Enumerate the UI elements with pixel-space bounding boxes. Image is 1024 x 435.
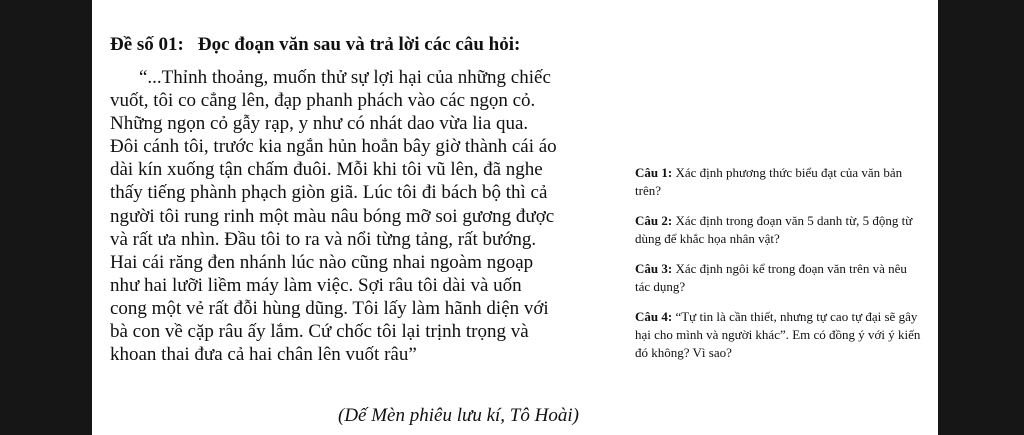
question-text: Xác định phương thức biểu đạt của văn bản trên?: [635, 165, 903, 198]
passage-line: Hai cái răng đen nhánh lúc nào cũng nhai ngoàm ngoạp: [110, 251, 534, 273]
exam-heading: [110, 34, 520, 56]
question-number: Câu 1:: [635, 165, 673, 180]
exam-instruction: Đọc đoạn văn sau và trả lời các câu hỏi:: [197, 34, 521, 55]
question-list: [635, 164, 925, 374]
passage-line: vuốt, tôi co cẳng lên, đạp phanh phách vào các ngọn cỏ.: [110, 90, 536, 112]
passage-line: bà con về cặp râu ấy lắm. Cứ chốc tôi lại trịnh trọng và: [110, 321, 529, 343]
passage-line: cong một vẻ rất đỗi hùng dũng. Tôi lấy làm hãnh diện với: [110, 297, 549, 319]
exam-title: Đề số 01:: [110, 34, 184, 55]
document-page: [92, 0, 938, 435]
question-item: [635, 260, 925, 296]
question-number: Câu 2:: [635, 213, 673, 228]
passage-line: thấy tiếng phành phạch giòn giã. Lúc tôi đi bách bộ thì cả: [110, 182, 548, 204]
question-text: Xác định ngôi kể trong đoạn văn trên và nêu tác dụng?: [635, 261, 907, 294]
passage-line: như hai lưỡi liềm máy làm việc. Sợi râu tôi dài và uốn: [110, 274, 522, 296]
passage-source: (Dế Mèn phiêu lưu kí, Tô Hoài): [338, 405, 579, 426]
passage-line: và rất ưa nhìn. Đầu tôi to ra và nổi từng tảng, rất bướng.: [110, 228, 537, 250]
left-dark-border: [0, 0, 92, 435]
question-number: Câu 3:: [635, 261, 673, 276]
question-text: “Tự tin là cần thiết, nhưng tự cao tự đại sẽ gây hại cho mình và người khác”. Em có đồng ý với ý kiến đó không? Vì sao?: [635, 309, 921, 360]
question-item: [635, 212, 925, 248]
passage-line: Những ngọn cỏ gẫy rạp, y như có nhát dao vừa lia qua.: [110, 113, 529, 135]
passage-line: “...Thỉnh thoảng, muốn thử sự lợi hại của những chiếc: [139, 67, 551, 88]
question-number: Câu 4:: [635, 309, 673, 324]
right-dark-border: [938, 0, 1024, 435]
passage-line: Đôi cánh tôi, trước kia ngắn hủn hoẳn bây giờ thành cái áo: [110, 136, 557, 158]
passage-line: người tôi rung rinh một màu nâu bóng mỡ soi gương được: [110, 205, 555, 227]
question-item: [635, 308, 925, 362]
passage-line: khoan thai đưa cả hai chân lên vuốt râu”: [110, 344, 417, 366]
passage-line: dài kín xuống tận chấm đuôi. Mỗi khi tôi vũ lên, đã nghe: [110, 159, 543, 181]
question-item: [635, 164, 925, 200]
reading-passage: [110, 66, 610, 366]
question-text: Xác định trong đoạn văn 5 danh từ, 5 động từ dùng để khắc họa nhân vật?: [635, 213, 913, 246]
